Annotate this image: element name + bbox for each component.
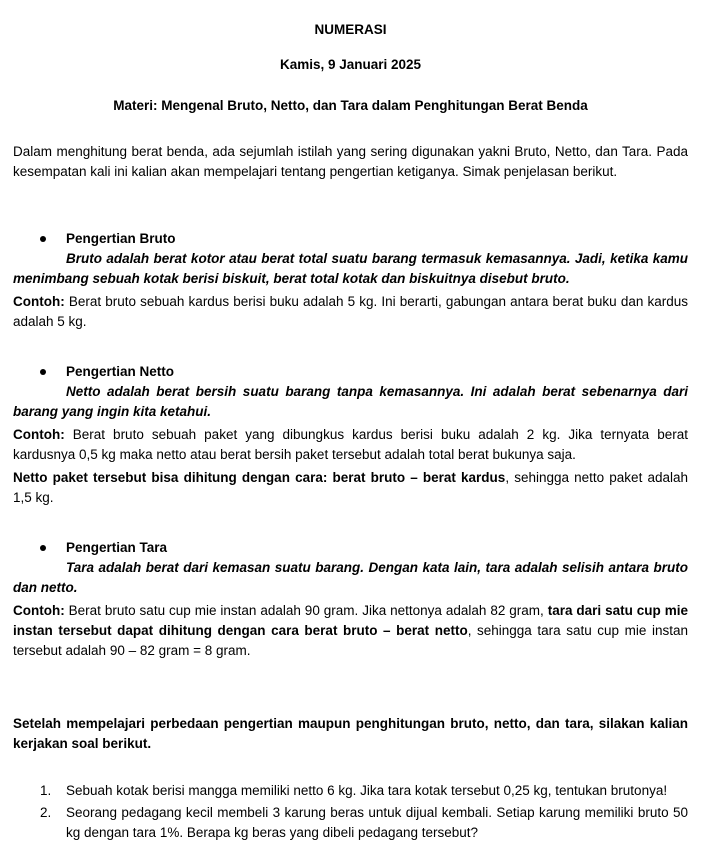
section-heading-label: Pengertian Netto xyxy=(66,364,175,379)
question-list xyxy=(13,781,688,845)
section-heading xyxy=(13,362,688,382)
example-label: Contoh: xyxy=(13,603,65,618)
materi-heading: Materi: Mengenal Bruto, Netto, dan Tara dalam Penghitungan Berat Benda xyxy=(113,98,588,113)
example-text: Berat bruto sebuah paket yang dibungkus kardus berisi buku adalah 2 kg. Jika ternyata berat kardusnya 0,5 kg maka netto atau berat bersih paket tersebut adalah total berat bukunya saja. xyxy=(13,427,688,462)
section-tara xyxy=(13,538,688,661)
question-number: 1. xyxy=(40,783,52,798)
formula-bold: Netto paket tersebut bisa dihitung dengan cara: berat bruto – berat kardus xyxy=(13,470,506,485)
intro-paragraph: Dalam menghitung berat benda, ada sejumlah istilah yang sering digunakan yakni Bruto, Netto, dan Tara. Pada kesempatan kali ini kalian akan mempelajari tentang pengertian ketiganya. Simak penjelasan berikut. xyxy=(13,144,688,179)
section-definition: Tara adalah berat dari kemasan suatu barang. Dengan kata lain, tara adalah selisih antara bruto dan netto. xyxy=(13,560,688,595)
document-date: Kamis, 9 Januari 2025 xyxy=(279,57,422,72)
closing-instruction: Setelah mempelajari perbedaan pengertian maupun penghitungan bruto, netto, dan tara, silakan kalian kerjakan soal berikut. xyxy=(13,716,688,751)
example-label: Contoh: xyxy=(13,427,65,442)
question-text: Sebuah kotak berisi mangga memiliki netto 6 kg. Jika tara kotak tersebut 0,25 kg, tentukan brutonya! xyxy=(66,783,668,798)
section-heading xyxy=(13,538,688,558)
bullet-icon xyxy=(40,369,46,375)
question-text: Seorang pedagang kecil membeli 3 karung beras untuk dijual kembali. Setiap karung memiliki bruto 50 kg dengan tara 1%. Berapa kg beras yang dibeli pedagang tersebut? xyxy=(66,805,688,840)
section-example xyxy=(13,601,688,661)
section-heading xyxy=(13,229,688,249)
example-text: Berat bruto satu cup mie instan adalah 90 gram. Jika nettonya adalah 82 gram, xyxy=(64,603,548,618)
example-bold: tara dari satu cup mie instan tersebut dapat dihitung dengan cara berat bruto – berat netto xyxy=(13,603,688,638)
formula-text: , sehingga netto paket adalah 1,5 kg. xyxy=(13,470,688,505)
example-text-end: , sehingga tara satu cup mie instan tersebut adalah 90 – 82 gram = 8 gram. xyxy=(13,623,688,658)
section-heading-label: Pengertian Tara xyxy=(66,540,168,555)
example-text: Berat bruto sebuah kardus berisi buku adalah 5 kg. Ini berarti, gabungan antara berat buku dan kardus adalah 5 kg. xyxy=(13,294,688,329)
section-definition: Netto adalah berat bersih suatu barang tanpa kemasannya. Ini adalah berat sebenarnya dari barang yang ingin kita ketahui. xyxy=(13,384,688,419)
section-netto xyxy=(13,362,688,508)
section-example xyxy=(13,425,688,465)
section-heading-label: Pengertian Bruto xyxy=(66,231,176,246)
document-title: NUMERASI xyxy=(314,22,387,37)
section-bruto xyxy=(13,229,688,332)
section-formula xyxy=(13,468,688,508)
section-definition: Bruto adalah berat kotor atau berat total suatu barang termasuk kemasannya. Jadi, ketika kamu menimbang sebuah kotak berisi biskuit, berat total kotak dan biskuitnya disebut bruto. xyxy=(13,251,688,286)
bullet-icon xyxy=(40,545,46,551)
question-number: 2. xyxy=(40,805,52,820)
list-item xyxy=(13,781,688,801)
list-item xyxy=(13,803,688,843)
example-label: Contoh: xyxy=(13,294,65,309)
bullet-icon xyxy=(40,236,46,242)
section-example xyxy=(13,292,688,332)
